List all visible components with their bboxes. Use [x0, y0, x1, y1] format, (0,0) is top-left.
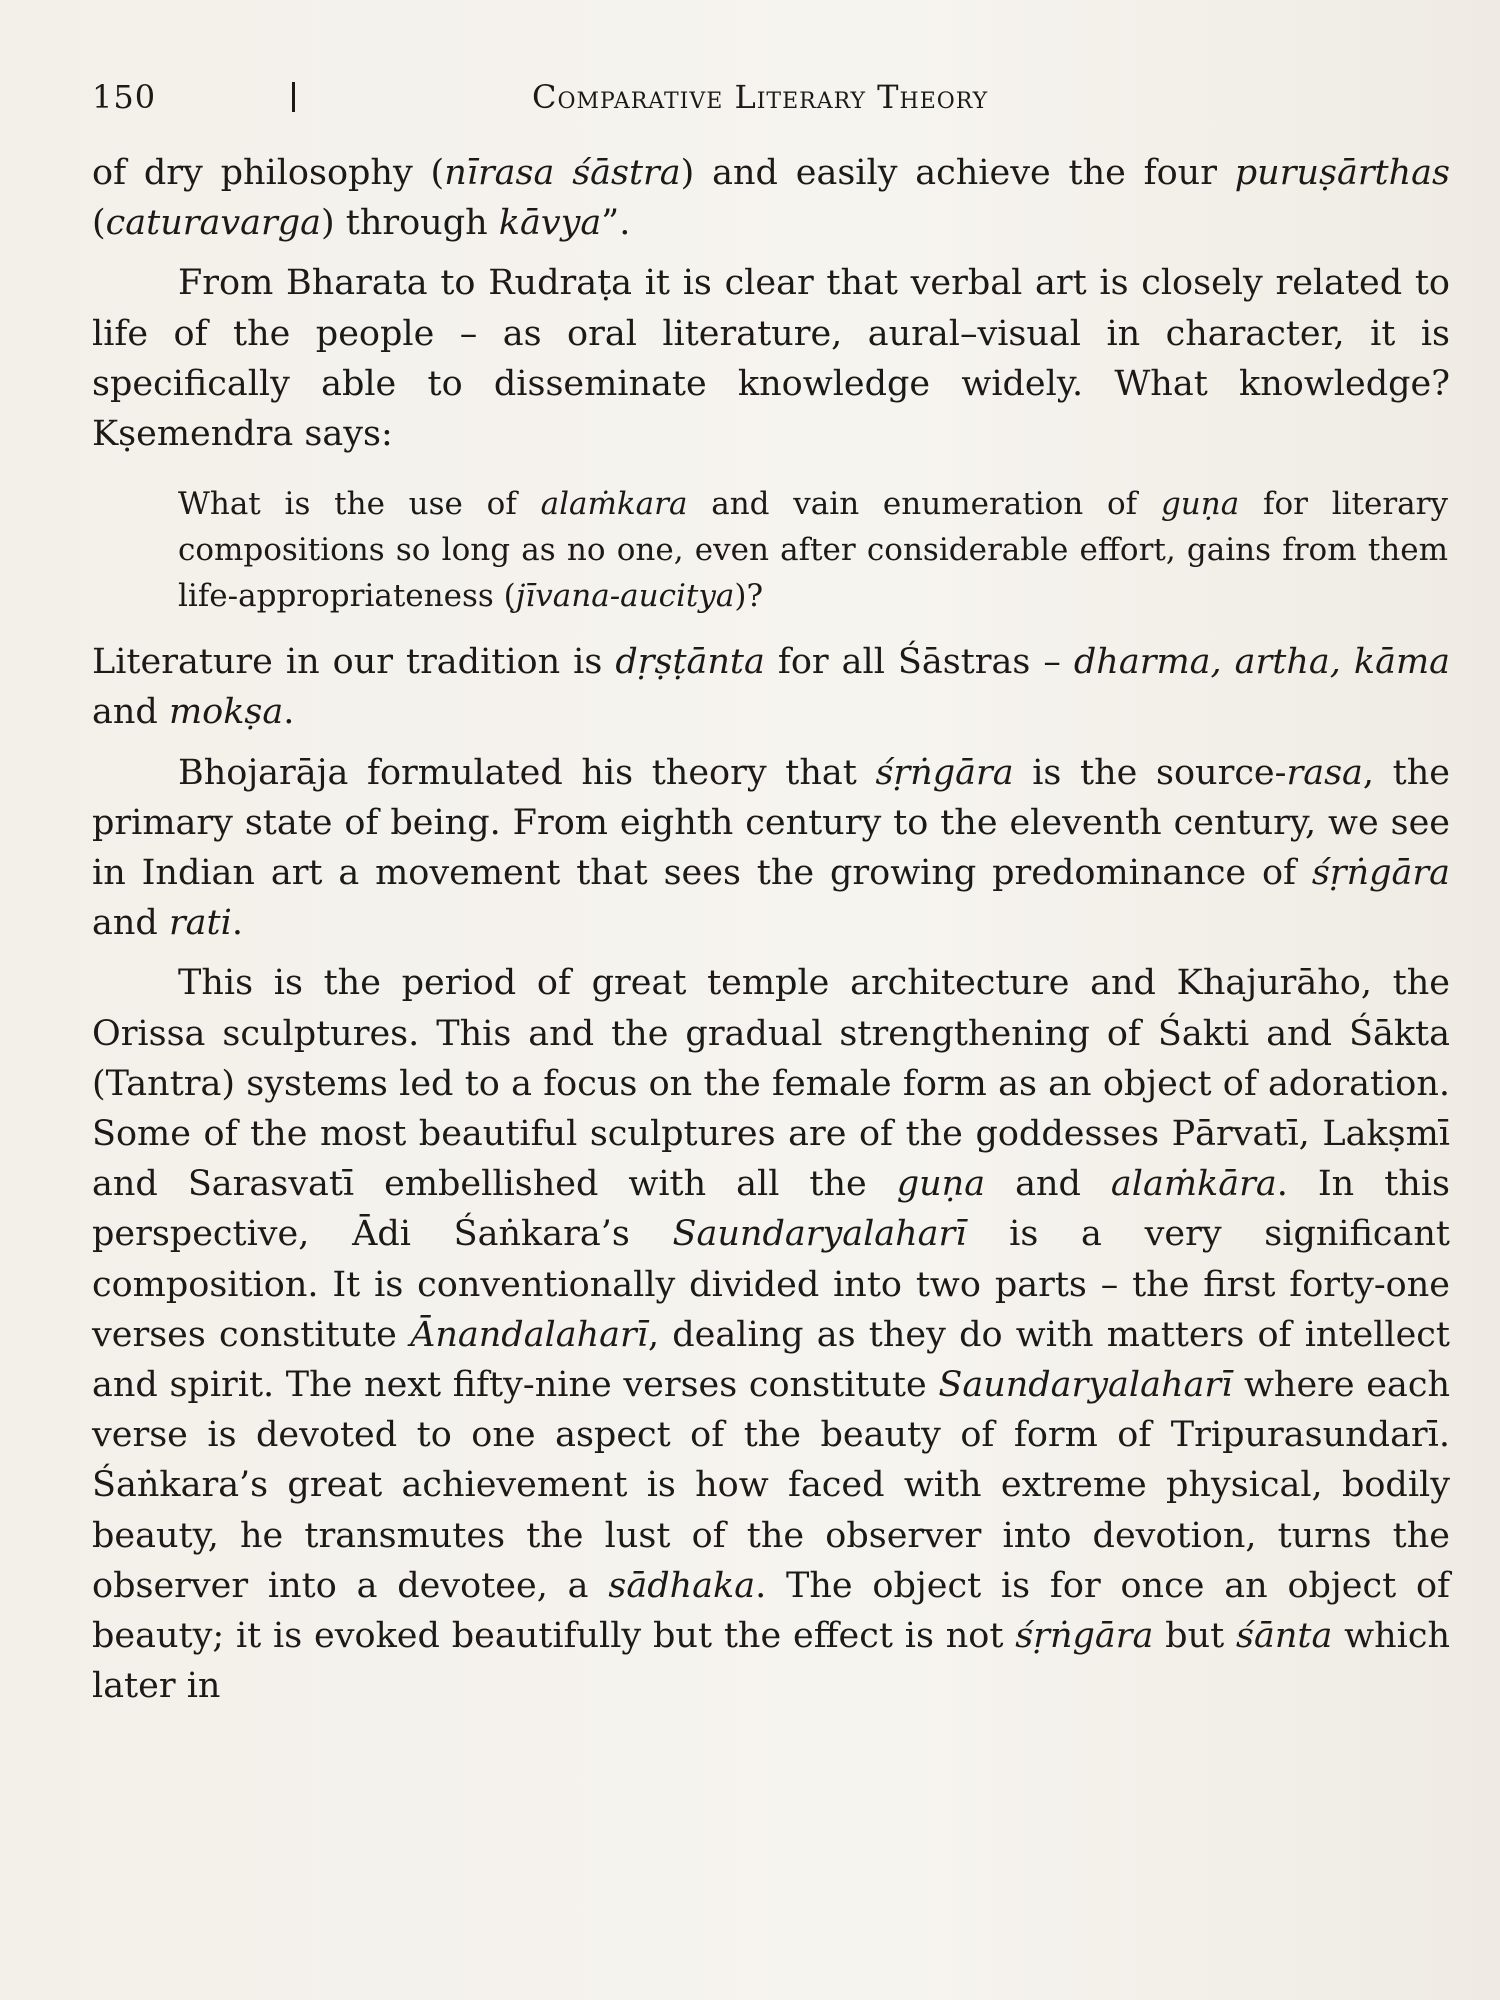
paragraph-4 [92, 748, 1450, 949]
italic-term: śṛṅgāra [875, 752, 1014, 793]
paragraph-5 [92, 958, 1450, 1711]
text-run: ( [92, 203, 106, 244]
text-run: ) and easily achieve the four [680, 153, 1235, 193]
italic-term: puruṣārthas [1234, 153, 1450, 193]
text-run: is a very significant composition. It is conventionally divided into two parts – the first forty-one verses constitute [92, 1214, 1450, 1355]
italic-term: śṛṅgāra [1015, 1616, 1154, 1657]
text-run: which later in [92, 1616, 1451, 1707]
italic-term: guṇa [896, 1164, 986, 1205]
text-run: , dealing as they do with matters of intellect and spirit. The next fifty-nine verses constitute [92, 1314, 1450, 1406]
italic-term: rati [168, 903, 232, 944]
text-run: for all Śāstras – [764, 642, 1074, 683]
text-run: of dry philosophy ( [92, 153, 445, 193]
paragraph-1 [92, 148, 1450, 248]
text-run: and [985, 1164, 1111, 1205]
text-run: and [92, 692, 169, 733]
text-run: What is the use of [178, 486, 541, 523]
text-run: Bhojarāja formulated his theory that [178, 752, 876, 793]
italic-term: śānta [1236, 1616, 1333, 1657]
text-run: . The object is for once an object of beauty; it is evoked beautifully but the effect is not [92, 1565, 1450, 1657]
text-run: and [92, 903, 169, 944]
italic-term: dṛṣṭānta [615, 642, 765, 683]
text-run: for literary compositions so long as no one, even after considerable effort, gains from them life-appropriateness ( [178, 486, 1448, 615]
text-run: )? [734, 578, 764, 615]
paragraph-3 [92, 637, 1450, 737]
text-run: where each verse is devoted to one aspect of the beauty of form of Tripurasundarī. Śaṅkara’s great achievement is how faced with extreme physical, bodily beauty, he transmutes the lust of the observer into devotion, turns the observer into a devotee, a [92, 1365, 1450, 1606]
page-number: 150 [92, 78, 157, 116]
italic-term: caturavarga [105, 203, 321, 244]
italic-term: alaṁkara [540, 486, 688, 523]
italic-term: nīrasa śāstra [444, 153, 681, 193]
italic-term: guṇa [1160, 486, 1240, 523]
text-run: This is the period of great temple architecture and Khajurāho, the Orissa sculptures. This and the gradual strengthening of Śakti and Śākta (Tantra) systems led to a focus on the female form as an object of adoration. Some of the most beautiful sculptures are of the goddesses Pārvatī, Lakṣmī and Sarasvatī embellished with all the [92, 963, 1450, 1205]
italic-term: mokṣa [168, 692, 284, 733]
italic-term: jīvana-aucitya [515, 578, 735, 615]
text-run: . [283, 692, 295, 733]
paragraph-2: From Bharata to Rudraṭa it is clear that verbal art is closely related to life of the people – as oral literature, aural–visual in character, it is specifically able to disseminate knowledge widely. What knowledge? Kṣemendra says: [92, 263, 1450, 455]
text-run: ”. [601, 203, 631, 244]
text-run: , the primary state of being. From eighth century to the eleventh century, we see in Indian art a movement that sees the growing predominance of [92, 752, 1450, 894]
text-run: . In this perspective, Ādi Śaṅkara’s [92, 1164, 1450, 1255]
italic-term: Ānandalaharī [410, 1314, 648, 1355]
italic-term: Saundaryalaharī [672, 1214, 967, 1255]
italic-term: alaṁkāra [1110, 1164, 1277, 1205]
italic-term: dharma, artha, kāma [1073, 642, 1450, 683]
block-quote [178, 481, 1448, 619]
italic-term: Saundaryalaharī [938, 1365, 1233, 1406]
italic-term: kāvya [498, 203, 602, 244]
text-run: but [1153, 1616, 1237, 1657]
text-run: ) through [320, 203, 499, 244]
text-run: and vain enumeration of [687, 486, 1161, 523]
italic-term: śṛṅgāra [1311, 853, 1450, 894]
text-run: Literature in our tradition is [92, 642, 616, 683]
text-run: . [231, 903, 243, 944]
body-text [92, 148, 1450, 1711]
italic-term: rasa [1286, 752, 1363, 793]
running-head: Comparative Literary Theory [532, 78, 989, 116]
page-header [92, 78, 1452, 128]
header-separator [292, 82, 295, 112]
italic-term: sādhaka [608, 1565, 756, 1606]
text-run: is the source- [1013, 752, 1287, 793]
